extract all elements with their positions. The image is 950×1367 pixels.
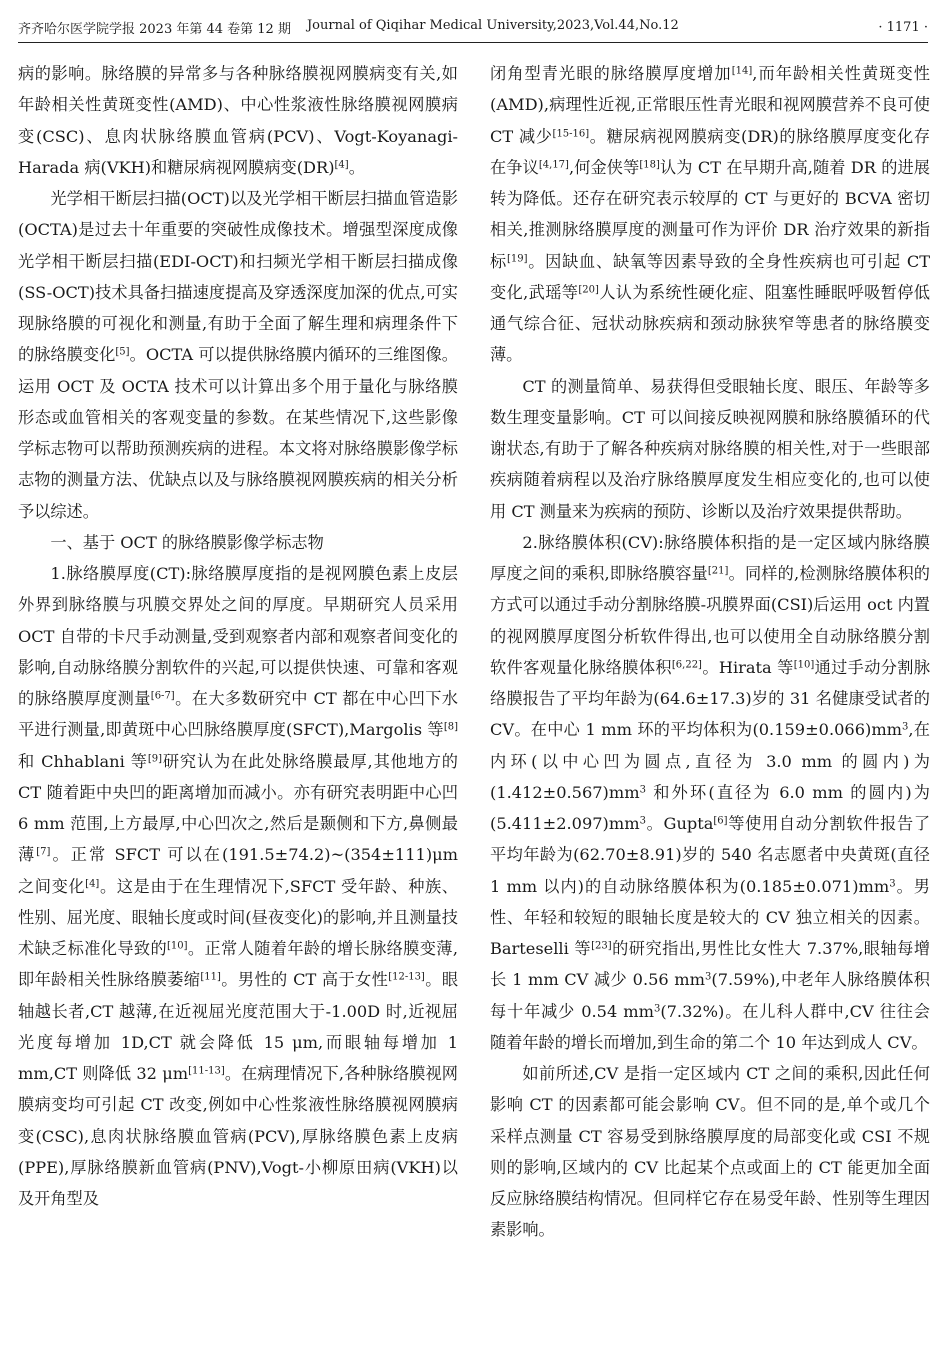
text-run: (7.32%)。在儿科人群中,CV 往往会随着年龄的增长而增加,到生命的第二个 10 年达到成人 CV。 bbox=[490, 1001, 930, 1052]
text-run: 的研究指出,男性比女性大 7.37%,眼轴每增长 1 mm CV 减少 0.56 mm bbox=[490, 939, 930, 990]
left-text-column bbox=[18, 58, 458, 1353]
text-run: 。在病理情况下,各种脉络膜视网膜病变均可引起 CT 改变,例如中心性浆液性脉络膜视网膜病变(CSC),息肉状脉络膜血管病(PCV),厚脉络膜色素上皮病(PPE),厚脉络膜新血管病(PNV),Vogt-小柳原田病(VKH)以及开角型及 bbox=[18, 1064, 458, 1208]
citation-superscript: [14] bbox=[731, 65, 753, 77]
text-run: 人认为系统性硬化症、阻塞性睡眠呼吸暂停低通气综合征、冠状动脉疾病和颈动脉狭窄等患者的脉络膜变薄。 bbox=[490, 282, 930, 365]
paragraph bbox=[490, 1058, 930, 1246]
text-run: 等使用自动分割软件报告了平均年龄为(62.70±8.91)岁的 540 名志愿者中央黄斑(直径1 mm 以内)的自动脉络膜体积为(0.185±0.071)mm bbox=[490, 814, 930, 896]
citation-superscript: 3 bbox=[639, 784, 646, 796]
citation-superscript: [4] bbox=[85, 878, 100, 889]
text-run: 病的影响。脉络膜的异常多与各种脉络膜视网膜病变有关,如年龄相关性黄斑变性(AMD)、中心性浆液性脉络膜视网膜病变(CSC)、息肉状脉络膜血管病(PCV)、Vogt-Koyanagi-Harada 病(VKH)和糖尿病视网膜病变(DR) bbox=[18, 64, 458, 177]
citation-superscript: [4] bbox=[334, 159, 349, 171]
citation-superscript: [8] bbox=[443, 721, 458, 733]
citation-superscript: 3 bbox=[653, 1003, 661, 1014]
text-run: 如前所述,CV 是指一定区域内 CT 之间的乘积,因此任何影响 CT 的因素都可能会影响 CV。但不同的是,单个或几个采样点测量 CT 容易受到脉络膜厚度的局部变化或 CSI 不规则的影响,区域内的 CV 比起某个点或面上的 CT 能更加全面反应脉络膜结构情况。但同样它存在易受年龄、性别等生理因素影响。 bbox=[490, 1064, 930, 1240]
citation-superscript: [19] bbox=[506, 253, 528, 264]
journal-title-en: Journal of Qiqihar Medical University,2023,Vol.44,No.12 bbox=[306, 17, 679, 33]
text-run: CT 的测量简单、易获得但受眼轴长度、眼压、年龄等多数生理变量影响。CT 可以间接反映视网膜和脉络膜循环的代谢状态,有助于了解各种疾病对脉络膜的相关性,对于一些眼部疾病随着病程以及治疗脉络膜厚度发生相应变化的,也可以使用 CT 测量来为疾病的预防、诊断以及治疗效果提供帮助。 bbox=[490, 376, 930, 521]
right-text-column bbox=[490, 58, 930, 1353]
text-run: (7.59%),中老年人脉络膜体积每十年减少 0.54 mm bbox=[490, 970, 930, 1021]
text-run: 。正常 SFCT 可以在(191.5±74.2)~(354±111)μm 之间变化 bbox=[18, 845, 458, 896]
text-run: 。Gupta bbox=[645, 814, 714, 833]
paragraph bbox=[18, 558, 458, 1214]
text-run: 认为 CT 在早期升高,随着 DR 的进展转为降低。还存在研究表示较厚的 CT 与更好的 BCVA 密切相关,推测脉络膜厚度的测量可作为评价 DR 治疗效果的新指标 bbox=[490, 157, 930, 271]
text-run: 和外环(直径为 6.0 mm 的圆内)为(5.411±2.097)mm bbox=[490, 782, 930, 833]
text-run: 。同样的,检测脉络膜体积的方式可以通过手动分割脉络膜-巩膜界面(CSI)后运用 oct 内置的视网膜厚度图分析软件得出,也可以使用全自动脉络膜分割软件客观量化脉络膜体积 bbox=[490, 564, 930, 677]
citation-superscript: 3 bbox=[705, 971, 712, 983]
text-run: 通过手动分割脉络膜报告了平均年龄为(64.6±17.3)岁的 31 名健康受试者的 CV。在中心 1 mm 环的平均体积为(0.159±0.066)mm bbox=[490, 657, 930, 740]
paragraph bbox=[18, 527, 458, 558]
citation-superscript: [11-13] bbox=[188, 1065, 225, 1077]
running-header bbox=[18, 12, 928, 43]
citation-superscript: 3 bbox=[639, 815, 646, 827]
text-run: 。糖尿病视网膜病变(DR)的脉络膜厚度变化存在争议 bbox=[490, 126, 930, 177]
citation-superscript: [10] bbox=[167, 940, 188, 952]
text-run: 一、基于 OCT 的脉络膜影像学标志物 bbox=[50, 532, 324, 552]
journal-title-cn: 齐齐哈尔医学院学报 2023 年第 44 卷第 12 期 bbox=[18, 21, 291, 37]
text-run: 。男性、年轻和较短的眼轴长度是较大的 CV 独立相关的因素。Barteselli 等 bbox=[490, 876, 930, 958]
citation-superscript: [7] bbox=[36, 846, 51, 858]
text-run: ,而年龄相关性黄斑变性(AMD),病理性近视,正常眼压性青光眼和视网膜营养不良可使 CT 减少 bbox=[490, 64, 930, 146]
text-run: 。Hirata 等 bbox=[701, 657, 794, 677]
text-run: 研究认为在此处脉络膜最厚,其他地方的 CT 随着距中央凹的距离增加而减小。亦有研究表明距中心凹 6 mm 范围,上方最厚,中心凹次之,然后是颞侧和下方,鼻侧最薄 bbox=[18, 751, 458, 865]
text-run: 光学相干断层扫描(OCT)以及光学相干断层扫描血管造影(OCTA)是过去十年重要的突破性成像技术。增强型深度成像光学相干断层扫描(EDI-OCT)和扫频光学相干断层扫描成像(SS-OCT)技术具备扫描速度提高及穿透深度加深的优点,可实现脉络膜的可视化和测量,有助于全面了解生理和病理条件下的脉络膜变化 bbox=[18, 189, 458, 365]
text-run: 2.脉络膜体积(CV):脉络膜体积指的是一定区域内脉络膜厚度之间的乘积,即脉络膜容量 bbox=[490, 532, 930, 583]
text-run: 。在大多数研究中 CT 都在中心凹下水平进行测量,即黄斑中心凹脉络膜厚度(SFCT),Margolis 等 bbox=[18, 689, 458, 740]
text-run: 。这是由于在生理情况下,SFCT 受年龄、种族、性别、屈光度、眼轴长度或时间(昼夜变化)的影响,并且测量技术缺乏标准化导致的 bbox=[18, 876, 458, 958]
paragraph bbox=[490, 371, 930, 527]
citation-superscript: [11] bbox=[200, 971, 221, 983]
citation-superscript: [10] bbox=[793, 659, 815, 671]
text-run: 。眼轴越长者,CT 越薄,在近视屈光度范围大于-1.00D 时,近视屈光度每增加 1D,CT 就会降低 15 μm,而眼轴每增加 1 mm,CT 则降低 32 μm bbox=[18, 970, 458, 1083]
citation-superscript: 3 bbox=[889, 878, 896, 889]
citation-superscript: [4,17] bbox=[538, 159, 569, 171]
citation-superscript: [5] bbox=[115, 346, 130, 358]
citation-superscript: [12-13] bbox=[388, 971, 425, 983]
text-run: 。因缺血、缺氧等因素导致的全身性疾病也可引起 CT 变化,武瑶等 bbox=[490, 251, 930, 302]
citation-superscript: [21] bbox=[707, 565, 729, 577]
text-run: 闭角型青光眼的脉络膜厚度增加 bbox=[490, 64, 732, 83]
citation-superscript: [18] bbox=[639, 159, 660, 171]
citation-superscript: [6] bbox=[713, 815, 728, 827]
text-run: ,在内环(以中心凹为圆点,直径为 3.0 mm 的圆内)为(1.412±0.567)mm bbox=[490, 720, 930, 802]
paragraph bbox=[490, 527, 930, 1058]
citation-superscript: [15-16] bbox=[552, 128, 590, 139]
paragraph bbox=[490, 58, 930, 371]
citation-superscript: [6-7] bbox=[150, 690, 175, 702]
citation-superscript: [20] bbox=[578, 284, 599, 296]
text-run: 1.脉络膜厚度(CT):脉络膜厚度指的是视网膜色素上皮层外界到脉络膜与巩膜交界处之间的厚度。早期研究人员采用 OCT 自带的卡尺手动测量,受到观察者内部和观察者间变化的影响,自动脉络膜分割软件的兴起,可以提供快速、可靠和客观的脉络膜厚度测量 bbox=[18, 564, 458, 708]
text-run: 。正常人随着年龄的增长脉络膜变薄,即年龄相关性脉络膜萎缩 bbox=[18, 939, 458, 990]
text-run: 。OCTA 可以提供脉络膜内循环的三维图像。运用 OCT 及 OCTA 技术可以计算出多个用于量化与脉络膜形态或血管相关的客观变量的参数。在某些情况下,这些影像学标志物可以帮助预测疾病的进程。本文将对脉络膜影像学标志物的测量方法、优缺点以及与脉络膜视网膜疾病的相关分析予以综述。 bbox=[18, 345, 458, 521]
paragraph bbox=[18, 58, 458, 183]
text-run: 。 bbox=[348, 157, 365, 177]
text-run: ,何金侠等 bbox=[568, 157, 640, 177]
text-run: 。男性的 CT 高于女性 bbox=[220, 970, 389, 990]
citation-superscript: 3 bbox=[902, 721, 909, 733]
paragraph bbox=[18, 183, 458, 527]
citation-superscript: [9] bbox=[147, 753, 162, 764]
page-number: · 1171 · bbox=[878, 19, 928, 35]
text-run: 和 Chhablani 等 bbox=[18, 751, 148, 771]
citation-superscript: [23] bbox=[591, 940, 612, 952]
citation-superscript: [6,22] bbox=[671, 659, 702, 671]
